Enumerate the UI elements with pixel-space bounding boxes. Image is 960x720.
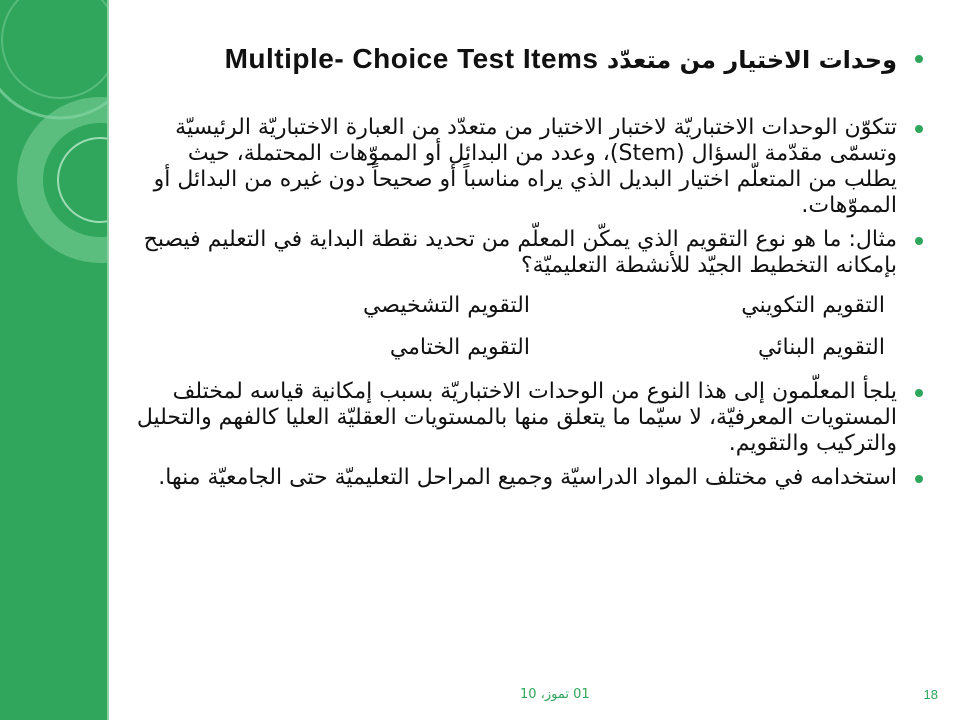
bullet-usage-scope	[135, 465, 925, 491]
option-structural: التقويم البنائي	[758, 335, 885, 360]
title-arabic: وحدات الاختيار من متعدّد	[606, 46, 897, 74]
bullet-definition	[135, 115, 925, 219]
bullet-text: تتكوّن الوحدات الاختباريّة لاختبار الاختيار من متعدّد من العبارة الاختباريّة الرئيسيّة وتسمّى مقدّمة السؤال (Stem)، وعدد من البدائل أو المموّهات المحتملة، حيث يطلب من المتعلّم اختيار البديل الذي يراه مناسباً أو صحيحاً دون غيره من البدائل أو المموّهات.	[153, 115, 897, 218]
bullet-text: استخدامه في مختلف المواد الدراسيّة وجميع المراحل التعليميّة حتى الجامعيّة منها.	[158, 465, 897, 490]
decorative-rings	[0, 0, 107, 720]
bullet-usage-reason	[135, 379, 925, 457]
assessment-types-row-1	[135, 287, 925, 333]
assessment-types-row-2	[135, 333, 925, 379]
page-number: 18	[923, 687, 938, 702]
slide-content	[135, 30, 925, 499]
bullet-icon	[915, 475, 923, 483]
option-formative: التقويم التكويني	[741, 293, 885, 318]
bullet-icon	[915, 237, 923, 245]
option-diagnostic: التقويم التشخيصي	[362, 293, 530, 318]
bullet-text: مثال: ما هو نوع التقويم الذي يمكّن المعلّم من تحديد نقطة البداية في التعليم فيصبح بإمكانه التخطيط الجيّد للأنشطة التعليميّة؟	[143, 227, 897, 278]
decorative-sidebar	[0, 0, 107, 720]
bullet-example	[135, 227, 925, 279]
bullet-icon	[915, 125, 923, 133]
option-summative: التقويم الختامي	[389, 335, 530, 360]
bullet-text: يلجأ المعلّمون إلى هذا النوع من الوحدات الاختباريّة بسبب إمكانية قياسه لمختلف المستويات المعرفيّة، لا سيّما ما يتعلق منها بالمستويات العقليّة العليا كالفهم والتحليل والتركيب والتقويم.	[136, 379, 897, 456]
title-english: Multiple- Choice Test Items	[224, 43, 599, 74]
bullet-icon	[915, 55, 923, 63]
footer-date: 01 تموز، 10	[520, 687, 590, 702]
sidebar-divider	[107, 0, 109, 720]
bullet-icon	[915, 389, 923, 397]
slide-title	[135, 30, 925, 89]
